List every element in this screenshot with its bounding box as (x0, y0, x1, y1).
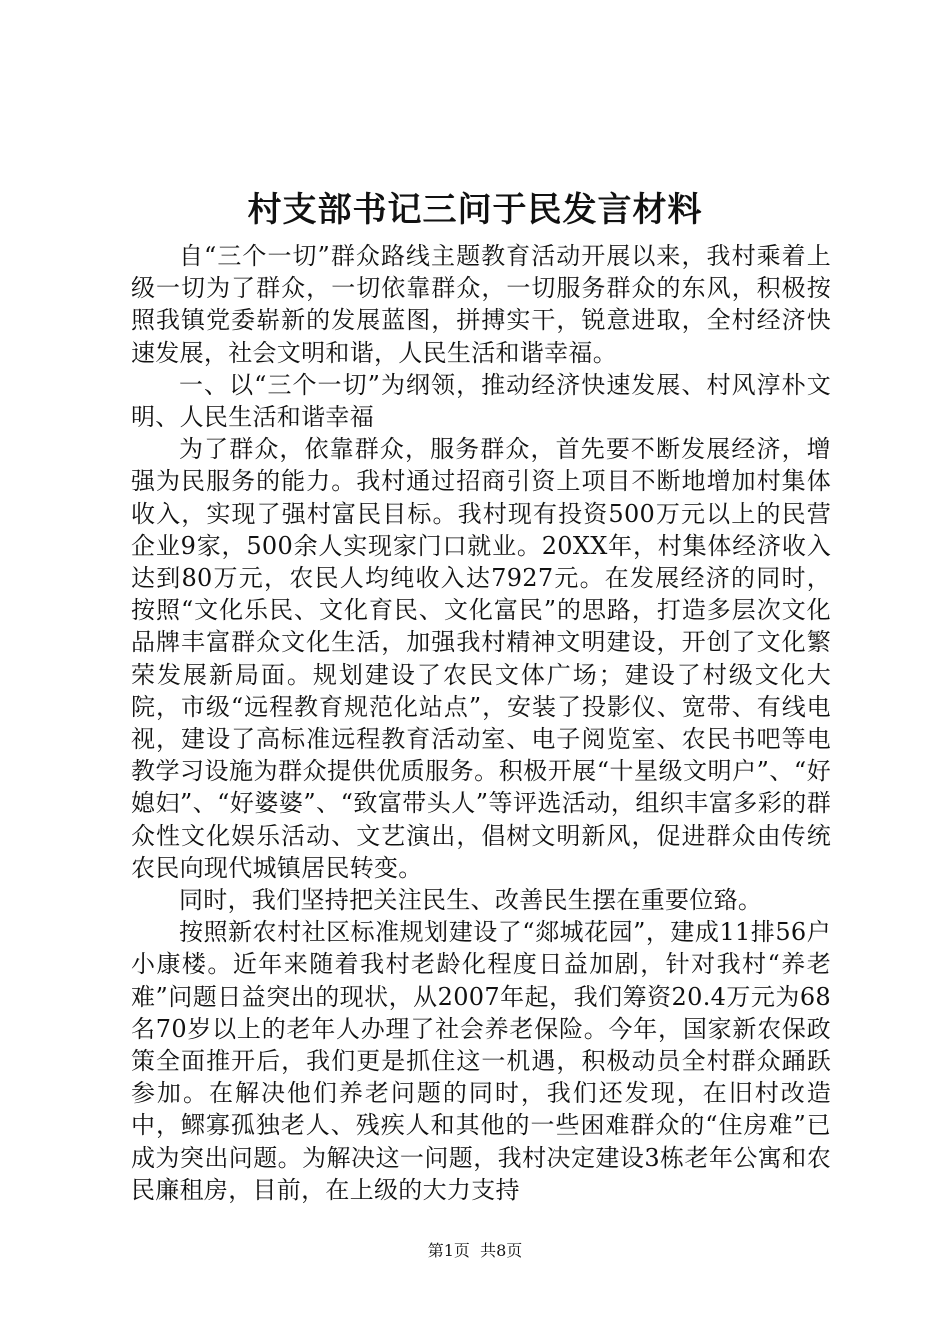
intro-paragraph: 自“三个一切”群众路线主题教育活动开展以来，我村乘着上级一切为了群众，一切依靠群众，一切服务群众的东风，积极按照我镇党委崭新的发展蓝图，拼搏实干，锐意进取，全村经济快速发展，社会文明和谐，人民生活和谐幸福。 (131, 242, 831, 367)
livelihood-paragraph: 同时，我们坚持把关注民生、改善民生摆在重要位臵。 (179, 886, 763, 915)
page-footer (0, 1240, 950, 1262)
page-total: 共8页 (480, 1241, 523, 1260)
economy-paragraph: 为了群众，依靠群众，服务群众，首先要不断发展经济，增强为民服务的能力。我村通过招商引资上项目不断地增加村集体收入，实现了强村富民目标。我村现有投资500万元以上的民营企业9家，500余人实现家门口就业。20XX年，村集体经济收入达到80万元，农民人均纯收入达7927元。在发展经济的同时，按照“文化乐民、文化育民、文化富民”的思路，打造多层次文化品牌丰富群众文化生活，加强我村精神文明建设，开创了文化繁荣发展新局面。规划建设了农民文体广场；建设了村级文化大院，市级“远程教育规范化站点”，安装了投影仪、宽带、有线电视，建设了高标准远程教育活动室、电子阅览室、农民书吧等电教学习设施为群众提供优质服务。积极开展“十星级文明户”、“好媳妇”、“好婆婆”、“致富带头人”等评选活动，组织丰富多彩的群众性文化娱乐活动、文艺演出，倡树文明新风，促进群众由传统农民向现代城镇居民转变。 (131, 435, 831, 882)
page-number: 第1页 (427, 1241, 470, 1260)
housing-paragraph: 按照新农村社区标准规划建设了“郯城花园”，建成11排56户小康楼。近年来随着我村老龄化程度日益加剧，针对我村“养老难”问题日益突出的现状，从2007年起，我们筹资20.4万元为68名70岁以上的老年人办理了社会养老保险。今年，国家新农保政策全面推开后，我们更是抓住这一机遇，积极动员全村群众踊跃参加。在解决他们养老问题的同时，我们还发现，在旧村改造中，鳏寡孤独老人、残疾人和其他的一些困难群众的“住房难”已成为突出问题。为解决这一问题，我村决定建设3栋老年公寓和农民廉租房，目前，在上级的大力支持 (131, 918, 831, 1204)
document-body (131, 240, 831, 1206)
section-heading: 一、以“三个一切”为纲领，推动经济快速发展、村风淳朴文明、人民生活和谐幸福 (131, 370, 831, 432)
document-title: 村支部书记三问于民发言材料 (247, 190, 703, 230)
